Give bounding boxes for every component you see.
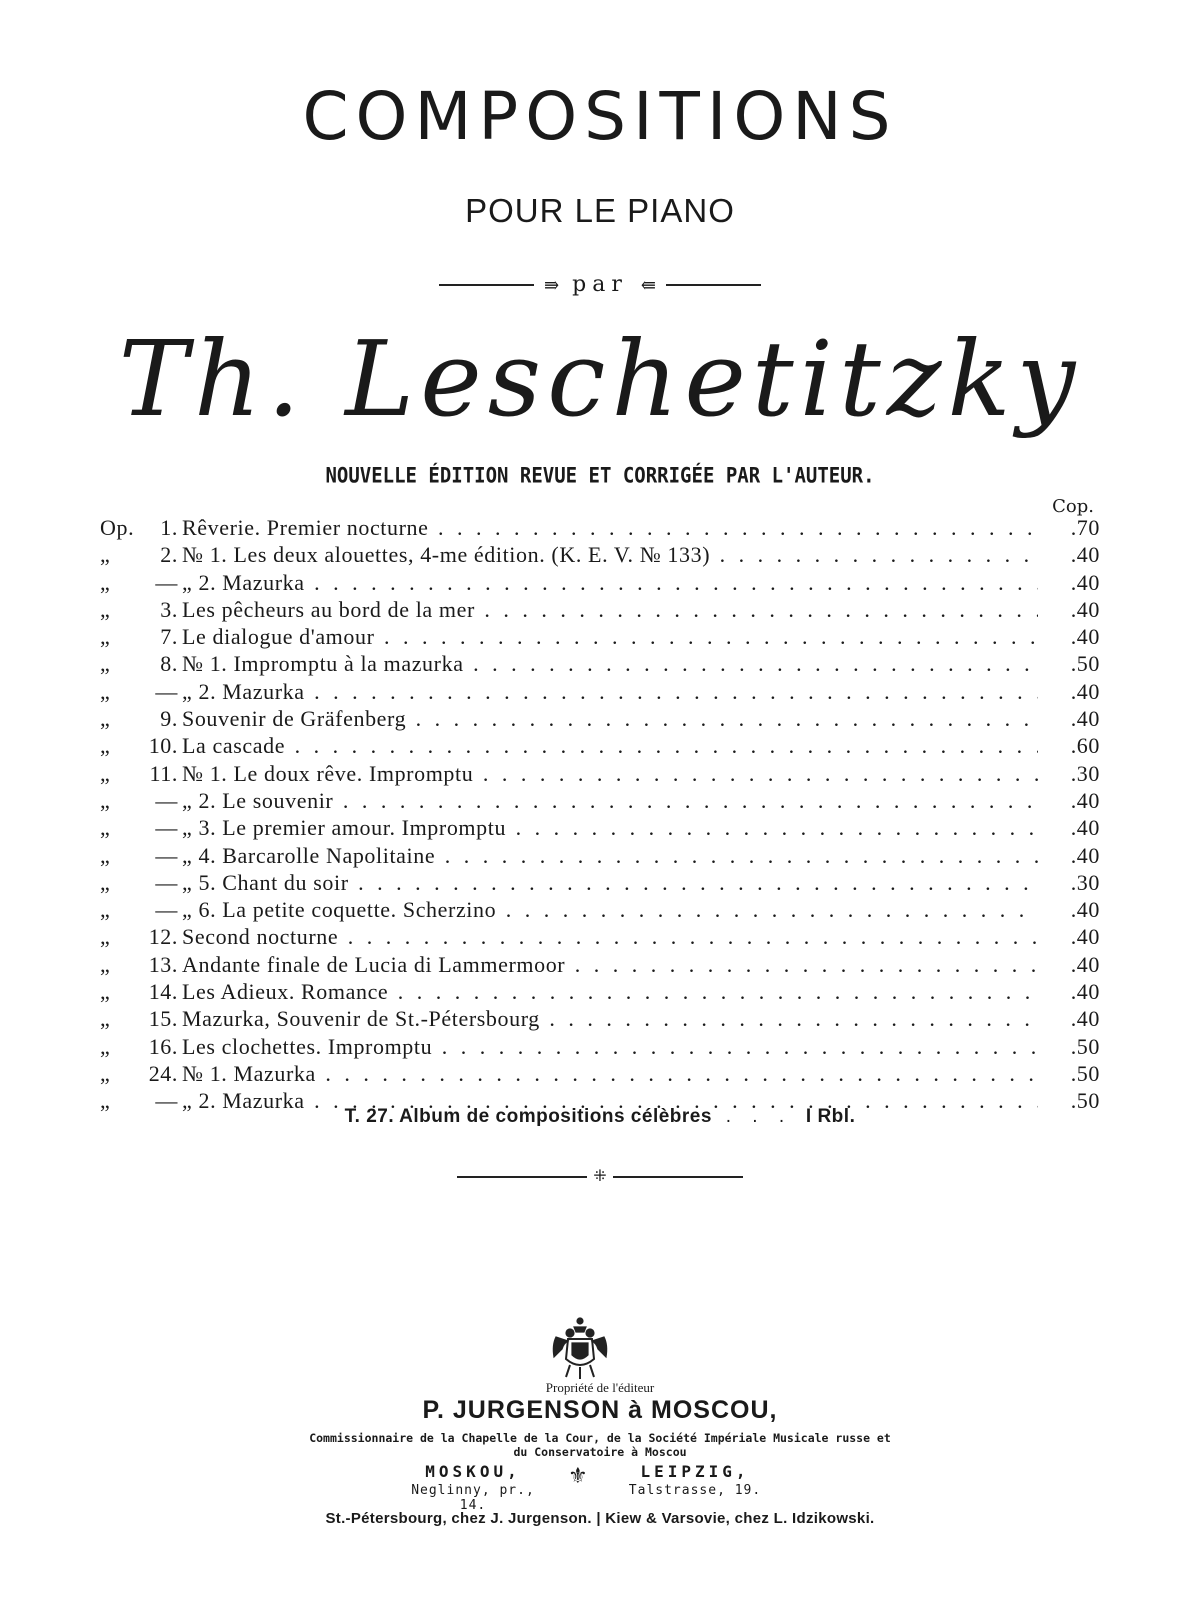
work-title: № 1. Mazurka . . .	[182, 1060, 1038, 1087]
work-row	[100, 650, 1100, 677]
price-column-header: Cop.	[1052, 496, 1094, 517]
work-opus-marker: „	[100, 869, 111, 895]
album-line	[0, 1106, 1200, 1128]
subtitle: POUR LE PIANO	[465, 192, 735, 229]
work-opus-number: 16.	[148, 1033, 178, 1059]
work-title: La cascade . . .	[182, 732, 1038, 759]
right-rule	[666, 284, 761, 286]
commission-line-2: du Conservatoire à Moscou	[513, 1445, 687, 1459]
composer-name: Th. Leschetitzky	[118, 318, 1082, 440]
work-title: Souvenir de Gräfenberg . . .	[182, 705, 1038, 732]
work-opus-number: —	[155, 678, 178, 704]
double-headed-eagle-icon	[548, 1315, 612, 1381]
work-title: Mazurka, Souvenir de St.-Pétersbourg . . .	[182, 1005, 1038, 1032]
work-opus-number: —	[155, 869, 178, 895]
par-label: par	[572, 272, 628, 297]
work-price: .60	[1070, 733, 1100, 759]
work-price: .70	[1070, 515, 1100, 540]
par-line	[0, 272, 1200, 297]
work-row	[100, 760, 1100, 787]
work-row	[100, 705, 1100, 732]
work-price: .30	[1070, 869, 1100, 895]
work-opus-marker: Op.	[100, 515, 135, 540]
commission-line-1: Commissionnaire de la Chapelle de la Cour, de la Société Impériale Musicale russe et	[309, 1431, 891, 1445]
work-row	[100, 732, 1100, 759]
city-right-name: LEIPZIG,	[640, 1462, 750, 1481]
work-row	[100, 514, 1100, 541]
work-opus-number: 8.	[160, 651, 178, 677]
work-title: Rêverie. Premier nocturne . . .	[182, 514, 1038, 541]
work-opus-number: 3.	[160, 596, 178, 622]
work-row	[100, 951, 1100, 978]
work-price: .40	[1070, 815, 1100, 841]
work-title: „ 5. Chant du soir . . .	[182, 869, 1038, 896]
work-price: .40	[1070, 678, 1100, 704]
work-opus-marker: „	[100, 842, 111, 868]
work-opus-marker: „	[100, 706, 111, 732]
page-title: COMPOSITIONS	[302, 78, 898, 155]
right-ornament-icon: ⇚	[640, 275, 656, 296]
work-row	[100, 1005, 1100, 1032]
work-row	[100, 1060, 1100, 1087]
work-opus-number: —	[155, 842, 178, 868]
work-opus-marker: „	[100, 951, 111, 977]
work-opus-number: 2.	[160, 542, 178, 568]
commission-note	[0, 1431, 1200, 1459]
work-opus-number: —	[155, 787, 178, 813]
work-row	[100, 541, 1100, 568]
work-price: .40	[1070, 924, 1100, 950]
work-price: .40	[1070, 542, 1100, 568]
divider	[0, 1166, 1200, 1185]
work-opus-number: 9.	[160, 706, 178, 732]
work-opus-number: —	[155, 1088, 178, 1114]
album-price: I Rbl.	[805, 1106, 856, 1127]
work-title: „ 2. Mazurka . . .	[182, 678, 1038, 705]
work-opus-marker: „	[100, 596, 111, 622]
work-price: .50	[1070, 1060, 1100, 1086]
work-opus-number: 1.	[160, 515, 178, 540]
work-title: № 1. Impromptu à la mazurka . . .	[182, 650, 1038, 677]
work-price: .40	[1070, 979, 1100, 1005]
work-price: .40	[1070, 787, 1100, 813]
work-row	[100, 978, 1100, 1005]
work-row	[100, 678, 1100, 705]
work-opus-marker: „	[100, 815, 111, 841]
album-label: T. 27. Album de compositions célèbres	[344, 1106, 712, 1127]
work-title: № 1. Le doux rêve. Impromptu . . .	[182, 760, 1038, 787]
work-opus-marker: „	[100, 624, 111, 650]
city-right-address: Talstrasse, 19.	[628, 1483, 762, 1498]
work-title: „ 4. Barcarolle Napolitaine . . .	[182, 842, 1038, 869]
city-left-address: Neglinny, pr., 14.	[411, 1483, 535, 1513]
work-price: .30	[1070, 760, 1100, 786]
work-title: Les pêcheurs au bord de la mer . . .	[182, 596, 1038, 623]
work-price: .50	[1070, 1088, 1100, 1114]
work-opus-number: —	[155, 897, 178, 923]
work-opus-marker: „	[100, 897, 111, 923]
work-opus-number: 7.	[160, 624, 178, 650]
work-opus-marker: „	[100, 569, 111, 595]
album-dots: . . .	[725, 1106, 793, 1127]
work-title: „ 6. La petite coquette. Scherzino . . .	[182, 896, 1038, 923]
work-price: .40	[1070, 569, 1100, 595]
work-opus-marker: „	[100, 1060, 111, 1086]
work-opus-number: 12.	[148, 924, 178, 950]
work-row	[100, 814, 1100, 841]
work-title: Andante finale de Lucia di Lammermoor . . .	[182, 951, 1038, 978]
edition-note: NOUVELLE ÉDITION REVUE ET CORRIGÉE PAR L'AUTEUR.	[325, 463, 875, 489]
work-price: .40	[1070, 842, 1100, 868]
works-list	[100, 514, 1100, 1115]
work-price: .40	[1070, 951, 1100, 977]
work-title: Les clochettes. Impromptu . . .	[182, 1033, 1038, 1060]
work-price: .50	[1070, 1033, 1100, 1059]
publisher-addresses	[0, 1462, 1200, 1516]
work-row	[100, 623, 1100, 650]
work-price: .40	[1070, 1006, 1100, 1032]
work-title: „ 2. Mazurka . . .	[182, 569, 1038, 596]
work-title: № 1. Les deux alouettes, 4-me édition. (K. E. V. № 133) . . .	[182, 541, 1038, 568]
work-title: Les Adieux. Romance . . .	[182, 978, 1038, 1005]
work-row	[100, 896, 1100, 923]
work-opus-marker: „	[100, 733, 111, 759]
work-opus-marker: „	[100, 1088, 111, 1114]
left-ornament-icon: ⇛	[544, 275, 560, 296]
branches-line: St.-Pétersbourg, chez J. Jurgenson. | Kiew & Varsovie, chez L. Idzikowski.	[325, 1510, 875, 1527]
work-opus-marker: „	[100, 787, 111, 813]
work-opus-marker: „	[100, 1006, 111, 1032]
work-opus-number: —	[155, 815, 178, 841]
work-row	[100, 842, 1100, 869]
work-opus-marker: „	[100, 760, 111, 786]
work-price: .50	[1070, 651, 1100, 677]
work-opus-marker: „	[100, 542, 111, 568]
work-opus-number: 11.	[149, 760, 178, 786]
work-price: .40	[1070, 596, 1100, 622]
publisher-name: P. JURGENSON à MOSCOU,	[422, 1396, 778, 1424]
work-opus-number: 24.	[148, 1060, 178, 1086]
work-opus-marker: „	[100, 678, 111, 704]
work-opus-marker: „	[100, 1033, 111, 1059]
divider-ornament-icon: ⁜	[593, 1166, 607, 1185]
property-note: Propriété de l'éditeur	[545, 1380, 655, 1395]
work-opus-marker: „	[100, 651, 111, 677]
work-title: Le dialogue d'amour . . .	[182, 623, 1038, 650]
work-opus-number: 14.	[148, 979, 178, 1005]
work-opus-number: 13.	[148, 951, 178, 977]
left-rule	[439, 284, 534, 286]
work-row	[100, 923, 1100, 950]
work-opus-marker: „	[100, 924, 111, 950]
work-row	[100, 596, 1100, 623]
work-price: .40	[1070, 897, 1100, 923]
work-row	[100, 569, 1100, 596]
work-opus-number: 15.	[148, 1006, 178, 1032]
work-opus-marker: „	[100, 979, 111, 1005]
work-row	[100, 869, 1100, 896]
work-title: „ 2. Mazurka . . .	[182, 1087, 1038, 1114]
work-price: .40	[1070, 706, 1100, 732]
city-moskou	[398, 1462, 548, 1513]
city-leipzig	[620, 1462, 770, 1498]
city-left-name: MOSKOU,	[425, 1462, 521, 1481]
work-title: Second nocturne . . .	[182, 923, 1038, 950]
work-price: .40	[1070, 624, 1100, 650]
work-opus-number: —	[155, 569, 178, 595]
work-opus-number: 10.	[148, 733, 178, 759]
work-title: „ 2. Le souvenir . . .	[182, 787, 1038, 814]
work-title: „ 3. Le premier amour. Impromptu . . .	[182, 814, 1038, 841]
fleuron-icon: ⚜	[568, 1464, 588, 1489]
work-row	[100, 787, 1100, 814]
work-row	[100, 1033, 1100, 1060]
